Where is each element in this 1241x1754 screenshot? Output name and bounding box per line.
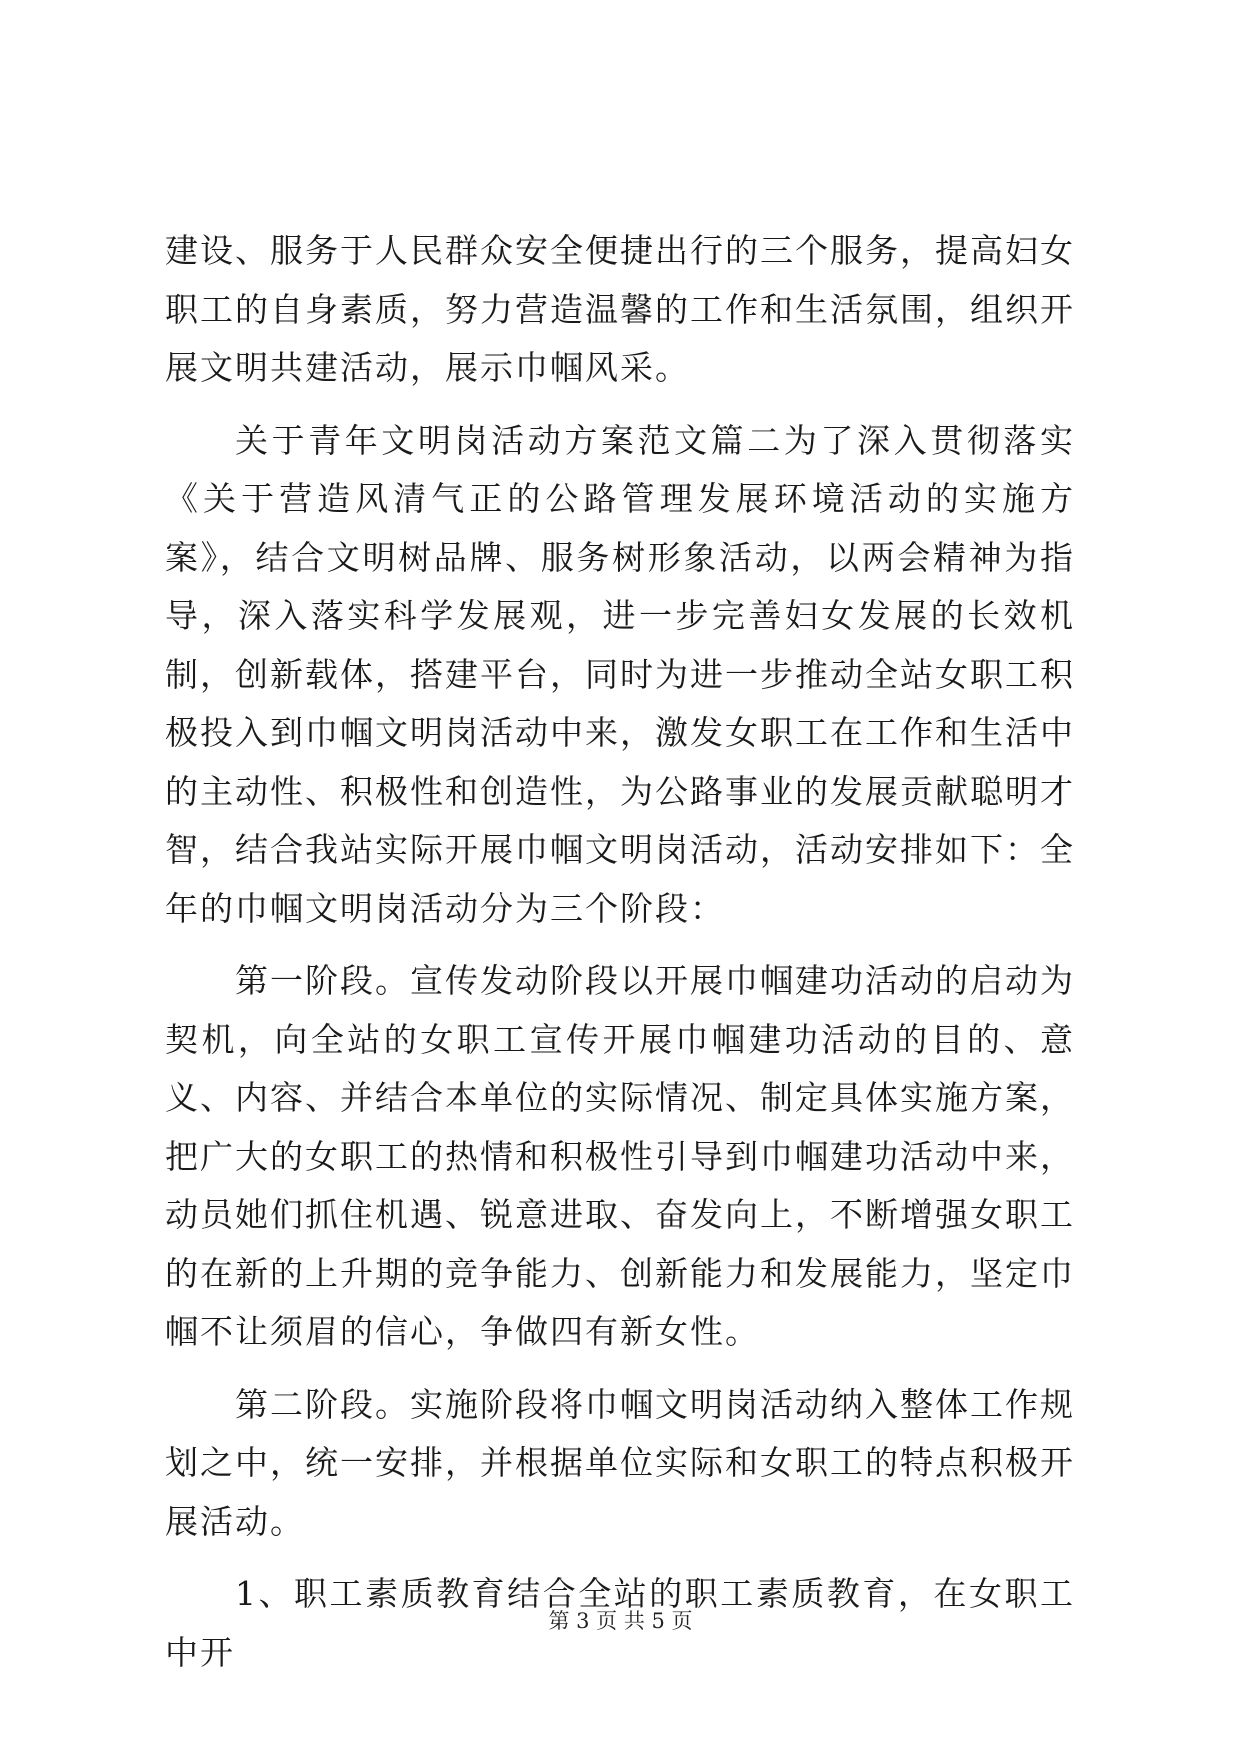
paragraph-3: 第一阶段。宣传发动阶段以开展巾帼建功活动的启动为契机，向全站的女职工宣传开展巾帼建功活动的目的、意义、内容、并结合本单位的实际情况、制定具体实施方案，把广大的女职工的热情和积极性引导到巾帼建功活动中来，动员她们抓住机遇、锐意进取、奋发向上，不断增强女职工的在新的上升期的竞争能力、创新能力和发展能力，坚定巾帼不让须眉的信心，争做四有新女性。	[165, 961, 1075, 1351]
paragraph-5: 1、职工素质教育结合全站的职工素质教育，在女职工中开	[165, 1574, 1075, 1672]
document-body	[165, 222, 1075, 1696]
page-footer: 第 3 页 共 5 页	[548, 1609, 693, 1633]
paragraph-1: 建设、服务于人民群众安全便捷出行的三个服务，提高妇女职工的自身素质，努力营造温馨的工作和生活氛围，组织开展文明共建活动，展示巾帼风采。	[165, 231, 1075, 387]
paragraph-4: 第二阶段。实施阶段将巾帼文明岗活动纳入整体工作规划之中，统一安排，并根据单位实际和女职工的特点积极开展活动。	[165, 1384, 1075, 1541]
paragraph-2: 关于青年文明岗活动方案范文篇二为了深入贯彻落实《关于营造风清气正的公路管理发展环境活动的实施方案》，结合文明树品牌、服务树形象活动，以两会精神为指导，深入落实科学发展观，进一步完善妇女发展的长效机制，创新载体，搭建平台，同时为进一步推动全站女职工积极投入到巾帼文明岗活动中来，激发女职工在工作和生活中的主动性、积极性和创造性，为公路事业的发展贡献聪明才智，结合我站实际开展巾帼文明岗活动，活动安排如下：全年的巾帼文明岗活动分为三个阶段：	[165, 420, 1075, 928]
